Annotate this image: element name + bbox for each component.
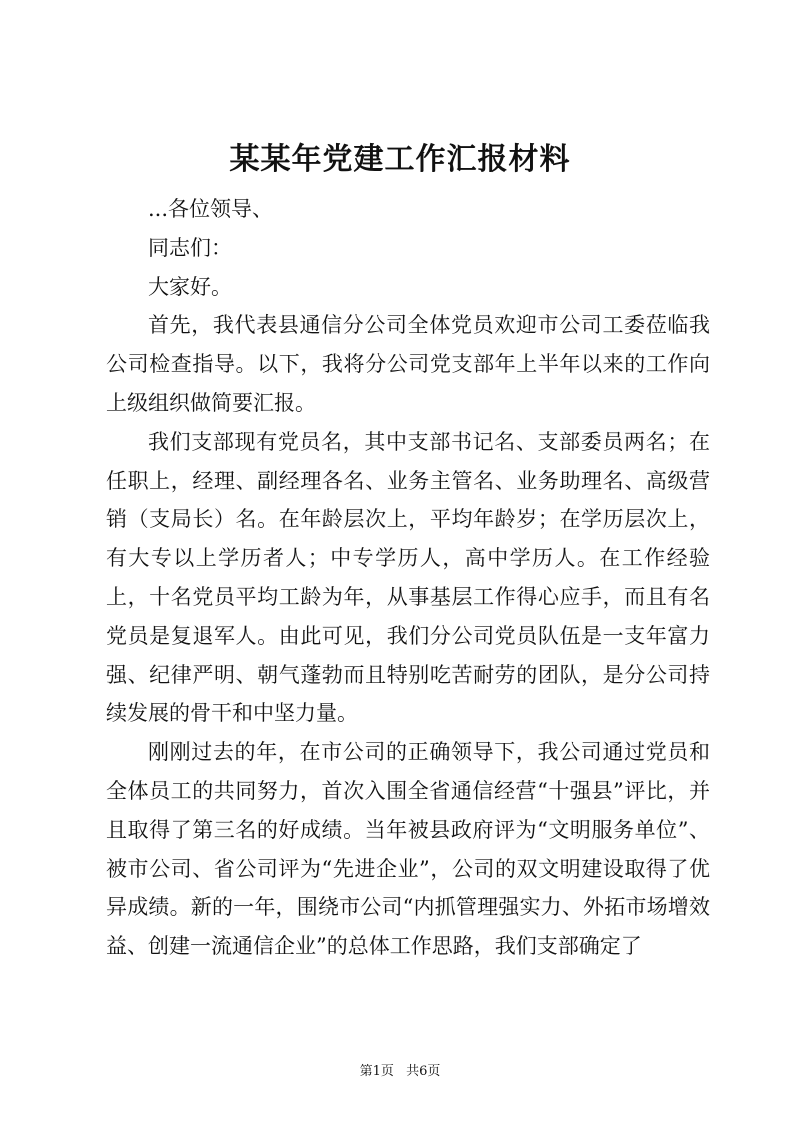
document-title: 某某年党建工作汇报材料 <box>229 142 571 177</box>
salutation-leaders: ...各位领导、 <box>148 197 274 221</box>
paragraph-intro: 首先，我代表县通信分公司全体党员欢迎市公司工委莅临我公司检查指导。以下，我将分公司党支部年上半年以来的工作向上级组织做简要汇报。 <box>106 313 710 415</box>
document-body <box>106 190 710 966</box>
page-footer <box>0 1063 800 1081</box>
page-number: 第1页 <box>359 1064 394 1079</box>
salutation-comrades: 同志们： <box>148 235 232 260</box>
greeting: 大家好。 <box>148 274 232 299</box>
paragraph-achievements: 刚刚过去的年，在市公司的正确领导下，我公司通过党员和全体员工的共同努力，首次入围全省通信经营“十强县”评比，并且取得了第三名的好成绩。当年被县政府评为“文明服务单位”、被市公司、省公司评为“先进企业”，公司的双文明建设取得了优异成绩。新的一年，围绕市公司“内抓管理强实力、外拓市场增效益、创建一流通信企业”的总体工作思路，我们支部确定了 <box>106 740 710 959</box>
paragraph-branch-profile: 我们支部现有党员名，其中支部书记名、支部委员两名；在任职上，经理、副经理各名、业务主管名、业务助理名、高级营销（支局长）名。在年龄层次上，平均年龄岁；在学历层次上，有大专以上学历者人；中专学历人，高中学历人。在工作经验上，十名党员平均工龄为年，从事基层工作得心应手，而且有名党员是复退军人。由此可见，我们分公司党员队伍是一支年富力强、纪律严明、朝气蓬勃而且特别吃苦耐劳的团队，是分公司持续发展的骨干和中坚力量。 <box>106 429 710 726</box>
page-total: 共6页 <box>406 1064 441 1079</box>
